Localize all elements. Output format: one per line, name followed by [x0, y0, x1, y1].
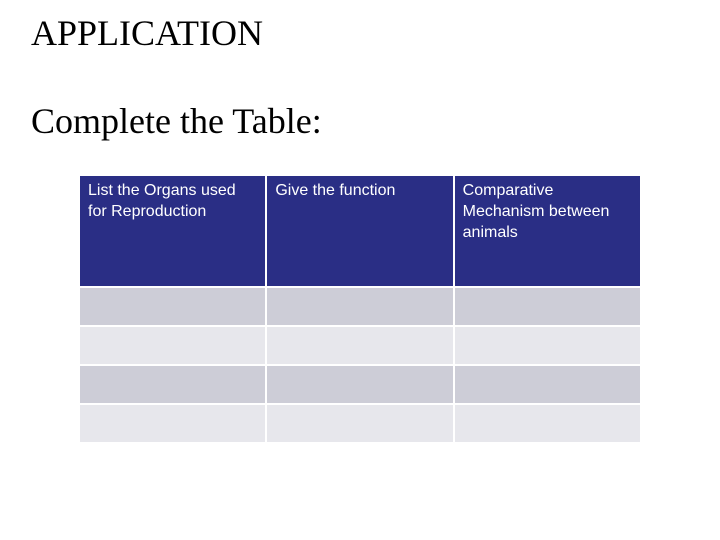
table-header-row	[79, 175, 641, 287]
table-cell[interactable]	[266, 326, 453, 365]
table-cell[interactable]	[454, 404, 641, 443]
header-organs	[79, 175, 266, 287]
reproduction-table	[78, 174, 642, 444]
table-cell[interactable]	[454, 326, 641, 365]
header-mechanism-label: Comparative Mechanism between animals	[462, 182, 610, 241]
table-cell[interactable]	[266, 404, 453, 443]
slide-subtitle: Complete the Table:	[31, 101, 322, 141]
table-cell[interactable]	[454, 287, 641, 326]
table-row	[79, 365, 641, 404]
header-mechanism	[454, 175, 641, 287]
table-cell[interactable]	[266, 287, 453, 326]
header-function-label: Give the function	[275, 182, 396, 199]
table-cell[interactable]	[79, 287, 266, 326]
table-row	[79, 287, 641, 326]
header-function	[266, 175, 453, 287]
table-header	[79, 175, 641, 287]
table-body	[79, 287, 641, 443]
table-cell[interactable]	[79, 404, 266, 443]
table-row	[79, 326, 641, 365]
table-cell[interactable]	[79, 365, 266, 404]
table-cell[interactable]	[79, 326, 266, 365]
table-cell[interactable]	[266, 365, 453, 404]
slide-title: APPLICATION	[31, 13, 264, 53]
header-organs-label: List the Organs used for Reproduction	[88, 182, 236, 220]
table-row	[79, 404, 641, 443]
table-cell[interactable]	[454, 365, 641, 404]
